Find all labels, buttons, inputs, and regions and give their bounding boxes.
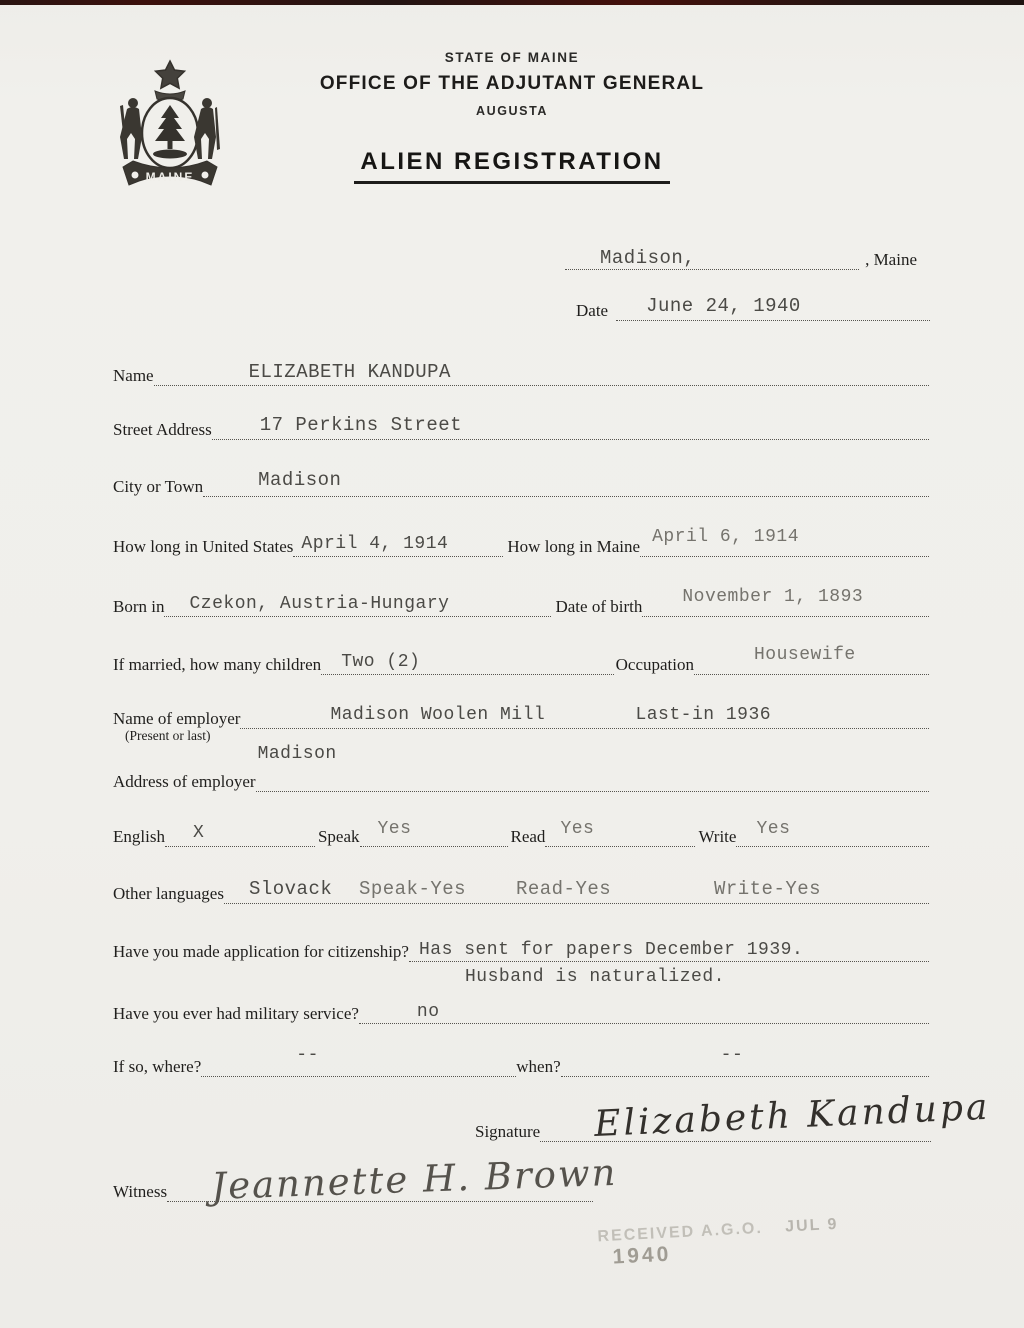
how-long-maine-label: How long in Maine	[507, 537, 641, 556]
citizenship-row	[113, 938, 929, 962]
where-label: If so, where?	[113, 1057, 202, 1076]
when-label: when?	[516, 1057, 561, 1076]
employer-value: Madison Woolen Mill	[330, 705, 546, 725]
street-address-value: 17 Perkins Street	[259, 414, 463, 436]
citizenship-value: Has sent for papers December 1939.	[418, 940, 804, 960]
date-of-birth-field	[642, 587, 929, 617]
military-service-field	[359, 1000, 929, 1024]
employer-address-row	[113, 744, 929, 792]
witness-field	[167, 1150, 619, 1208]
born-in-field	[164, 593, 551, 617]
seal-banner-text: MAINE	[145, 170, 195, 184]
other-languages-label: Other languages	[113, 884, 224, 903]
where-value: --	[296, 1045, 319, 1065]
witness-handwriting: Jeannette H. Brown	[210, 1150, 619, 1208]
citizenship-value-line2: Husband is naturalized.	[465, 967, 725, 987]
employer-address-value: Madison	[257, 744, 337, 764]
how-long-us-field	[293, 533, 503, 557]
employer-address-label: Address of employer	[113, 772, 256, 791]
stamp-received-text: RECEIVED A.G.O.	[597, 1219, 764, 1246]
place-value: Madison,	[600, 247, 696, 269]
header-office-line: OFFICE OF THE ADJUTANT GENERAL	[319, 73, 705, 94]
occupation-value: Housewife	[754, 645, 856, 665]
military-service-row	[113, 1000, 929, 1024]
form-title	[0, 148, 1024, 184]
city-row	[113, 469, 929, 497]
street-address-label: Street Address	[113, 420, 212, 439]
city-value: Madison	[258, 469, 342, 491]
birth-row	[113, 587, 929, 617]
write-field	[736, 819, 929, 847]
where-when-row	[113, 1045, 929, 1077]
read-field	[545, 819, 695, 847]
write-value: Yes	[756, 819, 791, 839]
stamp-year-text: 1940	[612, 1242, 672, 1269]
occupation-field	[694, 645, 929, 675]
other-language-write: Write-Yes	[713, 878, 822, 900]
date-row	[576, 297, 930, 321]
date-of-birth-value: November 1, 1893	[682, 587, 864, 607]
employer-label: Name of employer	[113, 709, 241, 728]
place-line-field	[565, 246, 859, 270]
employer-sublabel: (Present or last)	[125, 728, 211, 743]
employer-note: Last-in 1936	[635, 705, 772, 725]
military-service-label: Have you ever had military service?	[113, 1004, 359, 1023]
other-language-read: Read-Yes	[515, 878, 612, 900]
read-label: Read	[510, 827, 546, 846]
english-field	[165, 823, 315, 847]
stamp-date-text: JUL 9	[784, 1215, 839, 1236]
children-occupation-row	[113, 645, 929, 675]
residence-duration-row	[113, 527, 929, 557]
how-long-us-label: How long in United States	[113, 537, 294, 556]
english-skills-row	[113, 819, 929, 847]
where-field	[201, 1045, 516, 1077]
witness-label: Witness	[113, 1182, 168, 1201]
city-label: City or Town	[113, 477, 204, 496]
how-long-maine-value: April 6, 1914	[652, 527, 800, 547]
street-address-field	[212, 416, 929, 440]
place-suffix-label: , Maine	[865, 250, 917, 269]
signature-label: Signature	[475, 1122, 541, 1141]
born-in-label: Born in	[113, 597, 165, 616]
name-value: ELIZABETH KANDUPA	[248, 361, 451, 383]
when-field	[561, 1045, 929, 1077]
street-address-row	[113, 416, 929, 440]
read-value: Yes	[560, 819, 595, 839]
name-row	[113, 362, 929, 386]
citizenship-label: Have you made application for citizenship?	[113, 942, 409, 961]
name-label: Name	[113, 366, 154, 385]
form-title-text: ALIEN REGISTRATION	[354, 148, 669, 184]
witness-row	[113, 1150, 619, 1208]
speak-value: Yes	[377, 819, 412, 839]
occupation-label: Occupation	[615, 655, 694, 674]
header-state-line: STATE OF MAINE	[444, 50, 580, 65]
children-label: If married, how many children	[113, 655, 322, 674]
how-long-maine-field	[640, 527, 929, 557]
name-field	[154, 362, 929, 386]
english-label: English	[113, 827, 165, 846]
other-languages-row	[113, 880, 929, 904]
citizenship-field	[409, 938, 929, 962]
employer-field	[240, 705, 929, 729]
received-stamp	[597, 1212, 919, 1271]
date-value: June 24, 1940	[646, 295, 801, 317]
header-city-line: AUGUSTA	[475, 104, 549, 118]
military-service-value: no	[416, 1002, 440, 1022]
english-value: X	[192, 823, 205, 843]
other-language-value: Slovack	[248, 878, 333, 900]
employer-row	[113, 705, 929, 743]
other-languages-field	[224, 880, 929, 904]
when-value: --	[720, 1045, 744, 1065]
write-label: Write	[698, 827, 737, 846]
children-field	[321, 651, 613, 675]
how-long-us-value: April 4, 1914	[301, 534, 449, 554]
signature-handwriting: Elizabeth Kandupa	[593, 1086, 992, 1145]
city-field	[203, 469, 929, 497]
date-of-birth-label: Date of birth	[555, 597, 643, 616]
date-field	[616, 297, 930, 321]
employer-label-wrap	[113, 709, 241, 743]
children-value: Two (2)	[341, 652, 421, 672]
date-label: Date	[576, 301, 609, 320]
employer-address-field	[256, 744, 929, 792]
speak-label: Speak	[317, 827, 360, 846]
signature-field	[540, 1086, 992, 1145]
born-in-value: Czekon, Austria-Hungary	[189, 594, 450, 614]
other-language-speak: Speak-Yes	[358, 878, 467, 900]
place-line-row	[565, 246, 917, 270]
scan-edge-band	[0, 0, 1024, 5]
speak-field	[360, 819, 508, 847]
signature-row	[475, 1086, 992, 1145]
